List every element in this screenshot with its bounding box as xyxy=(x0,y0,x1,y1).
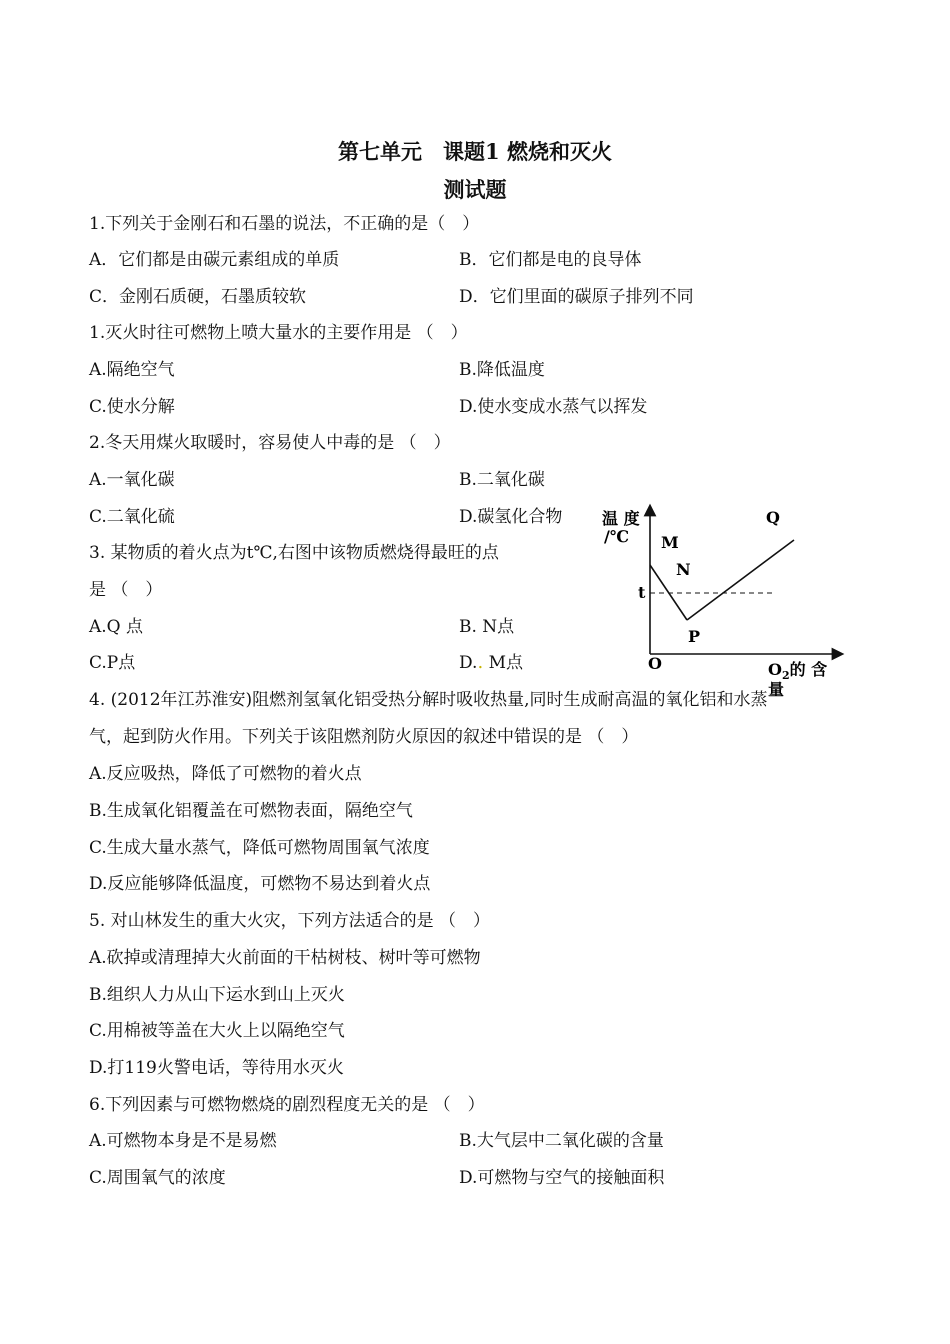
option-c: C.用棉被等盖在大火上以隔绝空气 xyxy=(89,1021,345,1041)
option-b: B．它们都是电的良导体 xyxy=(459,250,642,270)
question-stem: 5. 对山林发生的重大火灾，下列方法适合的是 （ ） xyxy=(89,911,491,931)
point-label-p: P xyxy=(688,627,701,646)
option-a: A．它们都是由碳元素组成的单质 xyxy=(89,250,340,270)
option-b: B.降低温度 xyxy=(459,360,545,380)
option-b: B.生成氧化铝覆盖在可燃物表面，隔绝空气 xyxy=(89,801,413,821)
option-b: B.组织人力从山下运水到山上灭火 xyxy=(89,985,345,1005)
origin-label: O xyxy=(648,654,662,673)
option-d: D.反应能够降低温度，可燃物不易达到着火点 xyxy=(89,874,431,894)
option-d: D．它们里面的碳原子排列不同 xyxy=(459,287,694,307)
question-stem: 1.灭火时往可燃物上喷大量水的主要作用是 （ ） xyxy=(89,323,468,343)
page-subtitle: 测试题 xyxy=(443,177,507,202)
option-b: B.大气层中二氧化碳的含量 xyxy=(459,1131,664,1151)
question-stem-continued: 是 （ ） xyxy=(89,580,163,600)
point-label-m: M xyxy=(661,533,679,552)
y-axis-unit: /℃ xyxy=(604,527,630,546)
dot-mark-icon: . xyxy=(477,652,484,673)
question-stem: 6.下列因素与可燃物燃烧的剧烈程度无关的是 （ ） xyxy=(89,1095,485,1115)
option-d: D.使水变成水蒸气以挥发 xyxy=(459,397,648,417)
option-a: A.反应吸热，降低了可燃物的着火点 xyxy=(89,764,362,784)
option-b: B. N点 xyxy=(459,617,515,637)
option-a: A.一氧化碳 xyxy=(89,470,175,490)
point-label-n: N xyxy=(676,560,691,579)
option-d: D.可燃物与空气的接触面积 xyxy=(459,1168,665,1188)
x-axis-label xyxy=(768,660,827,682)
option-c: C．金刚石质硬，石墨质较软 xyxy=(89,287,307,307)
option-d: D.打119火警电话，等待用水灭火 xyxy=(89,1058,344,1078)
option-c: C.使水分解 xyxy=(89,397,175,417)
question-stem: 3. 某物质的着火点为t℃,右图中该物质燃烧得最旺的点 xyxy=(89,543,499,563)
option-d: D.碳氢化合物 xyxy=(459,507,563,527)
question-stem: 2.冬天用煤火取暖时，容易使人中毒的是 （ ） xyxy=(89,433,451,453)
x-axis-label-subscript: 2 xyxy=(781,669,790,682)
option-c: C.周围氧气的浓度 xyxy=(89,1168,226,1188)
page-title: 第七单元 课题1 燃烧和灭火 xyxy=(338,139,612,164)
x-axis-label-symbol: O xyxy=(768,660,782,679)
option-a: A.Q 点 xyxy=(89,617,144,637)
option-c: C.二氧化硫 xyxy=(89,507,175,527)
option-b: B.二氧化碳 xyxy=(459,470,545,490)
option-d xyxy=(459,652,523,674)
option-d-letter: D. xyxy=(459,653,478,673)
y-axis-label: 温 度 xyxy=(602,509,640,528)
option-a: A.砍掉或清理掉大火前面的干枯树枝、树叶等可燃物 xyxy=(89,948,481,968)
option-a: A.隔绝空气 xyxy=(89,360,175,380)
option-a: A.可燃物本身是不是易燃 xyxy=(89,1131,277,1151)
curve-p-q xyxy=(687,540,794,620)
x-axis-label-tail: 量 xyxy=(768,680,785,699)
point-label-q: Q xyxy=(766,508,780,527)
question-stem: 4. (2012年江苏淮安)阻燃剂氢氧化铝受热分解时吸收热量,同时生成耐高温的氧化铝和水蒸 xyxy=(89,690,768,710)
x-axis-label-text: 的 含 xyxy=(789,660,828,679)
option-d-text: M点 xyxy=(488,653,523,673)
option-c: C.生成大量水蒸气，降低可燃物周围氧气浓度 xyxy=(89,838,430,858)
threshold-label: t xyxy=(638,583,646,602)
option-c: C.P点 xyxy=(89,653,136,673)
combustion-diagram xyxy=(598,502,848,702)
question-stem: 1.下列关于金刚石和石墨的说法，不正确的是（ ） xyxy=(89,214,480,234)
question-stem-continued: 气，起到防火作用。下列关于该阻燃剂防火原因的叙述中错误的是 （ ） xyxy=(89,727,639,747)
